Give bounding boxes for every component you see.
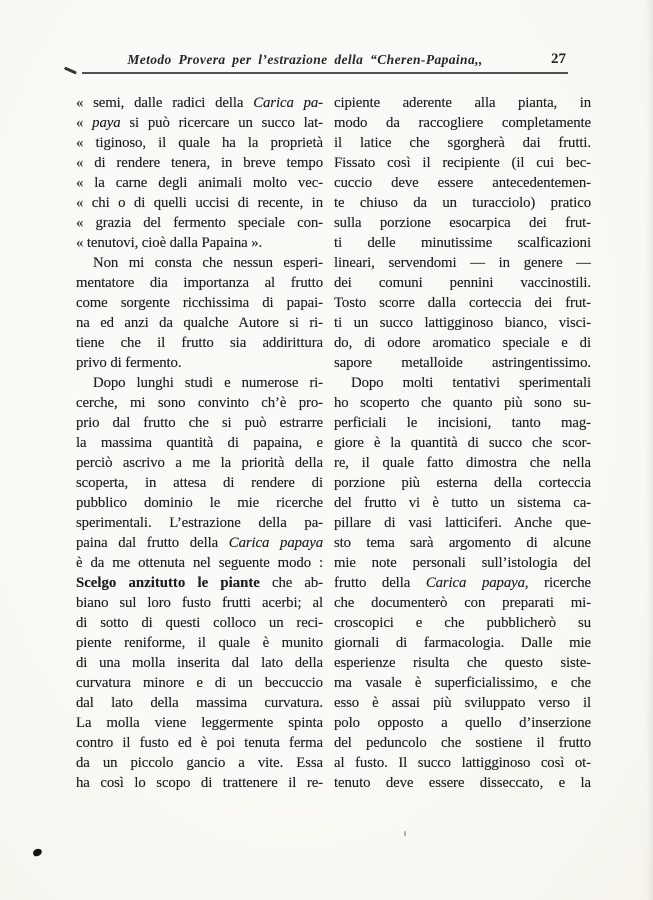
text-line: La molla viene leggermente spinta xyxy=(76,715,323,731)
text-line: « grazia del fermento speciale con- xyxy=(76,215,323,231)
text-line: tiene che il frutto sia addirittura xyxy=(76,335,323,351)
text-line: ti un succo lattigginoso bianco, visci- xyxy=(334,315,591,331)
text-line: Dopo lunghi studi e numerose ri- xyxy=(93,375,323,391)
text-line: sapore metalloide astringentissimo. xyxy=(334,355,591,371)
text-line: « tenutovi, cioè dalla Papaina ». xyxy=(76,235,263,251)
page-number: 27 xyxy=(551,51,566,67)
text-line: cuccio deve essere antecedentemen- xyxy=(334,175,591,191)
text-line: lineari, servendomi — in genere — xyxy=(334,255,591,271)
text-line: re, il quale fatto dimostra che nella xyxy=(334,455,591,471)
text-line: Scelgo anzitutto le piante che ab- xyxy=(76,575,323,591)
text-line: cerche, mi sono convinto ch’è pro- xyxy=(76,395,323,411)
text-line: perficiali le incisioni, tanto mag- xyxy=(334,415,591,431)
text-line: del peduncolo che sostiene il frutto xyxy=(334,735,591,751)
text-column-right xyxy=(334,93,591,793)
paragraph xyxy=(76,373,323,573)
text-line: « paya si può ricercare un succo lat- xyxy=(76,115,323,131)
text-line: Tosto scorre dalla corteccia dei frut- xyxy=(334,295,591,311)
text-line: Fissato così il recipiente (il cui bec- xyxy=(334,155,591,171)
text-line: esperienze risulta che questo siste- xyxy=(334,655,591,671)
text-line: « di rendere tenera, in breve tempo xyxy=(76,155,323,171)
text-line: contro il fusto ed è poi tenuta ferma xyxy=(76,735,323,751)
text-line: Non mi consta che nessun esperi- xyxy=(93,255,323,271)
text-line: scoperta, in attesa di rendere di xyxy=(76,475,323,491)
text-line: ti delle minutissime scalficazioni xyxy=(334,235,591,251)
text-line: piente reniforme, il quale è munito xyxy=(76,635,323,651)
running-header xyxy=(82,44,568,74)
paragraph xyxy=(76,573,323,793)
text-line: pubblico dominio le mie ricerche xyxy=(76,495,323,511)
text-line: Dopo molti tentativi sperimentali xyxy=(351,375,591,391)
text-line: frutto della Carica papaya, ricerche xyxy=(334,575,591,591)
paragraph xyxy=(334,93,591,373)
text-line: mie note personali sull’istologia del xyxy=(334,555,591,571)
text-line: polo opposto a quello d’inserzione xyxy=(334,715,591,731)
paragraph xyxy=(334,373,591,793)
text-line: dal lato della massima curvatura. xyxy=(76,695,323,711)
text-line: « la carne degli animali molto vec- xyxy=(76,175,323,191)
text-line: « semi, dalle radici della Carica pa- xyxy=(76,95,323,111)
text-line: giornali di farmacologia. Dalle mie xyxy=(334,635,591,651)
text-line: giore è la quantità di succo che scor- xyxy=(334,435,591,451)
text-line: ha così lo scopo di trattenere il re- xyxy=(76,775,323,791)
text-line: che documenterò con preparati mi- xyxy=(334,595,591,611)
paragraph xyxy=(76,253,323,373)
text-line: sperimentali. L’estrazione della pa- xyxy=(76,515,323,531)
text-line: ma vasale è superficialissimo, e che xyxy=(334,675,591,691)
text-line: ho scoperto che quanto più sono su- xyxy=(334,395,591,411)
text-line: come sorgente ricchissima di papai- xyxy=(76,295,323,311)
speck-artifact xyxy=(404,831,406,836)
text-line: del frutto vi è tutto un sistema ca- xyxy=(334,495,591,511)
text-line: curvatura minore e di un beccuccio xyxy=(76,675,323,691)
pen-mark-artifact xyxy=(64,66,77,74)
ink-blot-artifact xyxy=(32,848,42,857)
text-line: da un piccolo gancio a vite. Essa xyxy=(76,755,323,771)
text-line: perciò ascrivo a me la priorità della xyxy=(76,455,323,471)
text-line: il latice che sgorgherà dai frutti. xyxy=(334,135,591,151)
text-line: dei comuni pennini vaccinostili. xyxy=(334,275,591,291)
text-line: porzione più esterna della corteccia xyxy=(334,475,591,491)
text-line: sulla porzione esocarpica dei frut- xyxy=(334,215,591,231)
text-line: di una molla inserita dal lato della xyxy=(76,655,323,671)
text-line: do, di odore aromatico speciale e di xyxy=(334,335,591,351)
text-line: croscopici e che pubblicherò su xyxy=(334,615,591,631)
text-line: è da me ottenuta nel seguente modo : xyxy=(76,555,323,571)
text-line: « tiginoso, il quale ha la proprietà xyxy=(76,135,323,151)
text-line: te chiuso da un turacciolo) pratico xyxy=(334,195,591,211)
text-line: « chi o di quelli uccisi di recente, in xyxy=(76,195,323,211)
text-line: paina dal frutto della Carica papaya xyxy=(76,535,323,551)
text-line: tenuto deve essere disseccato, e la xyxy=(334,775,591,791)
paragraph xyxy=(76,93,323,253)
text-line: na ed anzi da qualche Autore si ri- xyxy=(76,315,323,331)
text-column-left xyxy=(76,93,323,793)
text-line: di sotto di questi colloco un reci- xyxy=(76,615,323,631)
text-line: al fusto. Il succo lattigginoso così ot- xyxy=(334,755,591,771)
text-line: modo da raccogliere completamente xyxy=(334,115,591,131)
text-line: cipiente aderente alla pianta, in xyxy=(334,95,591,111)
text-line: sto tema sarà argomento di alcune xyxy=(334,535,591,551)
text-line: prio dal frutto che si può estrarre xyxy=(76,415,323,431)
text-line: privo di fermento. xyxy=(76,355,182,371)
running-title: Metodo Provera per l’estrazione della “Cheren-Papaina,, xyxy=(127,52,483,67)
text-line: pillare di vasi latticiferi. Anche que- xyxy=(334,515,591,531)
text-line: esso è assai più sviluppato verso il xyxy=(334,695,591,711)
text-line: mentatore dia importanza al frutto xyxy=(76,275,323,291)
text-line: biano sul loro fusto frutti acerbi; al xyxy=(76,595,323,611)
text-line: la massima quantità di papaina, e xyxy=(76,435,323,451)
